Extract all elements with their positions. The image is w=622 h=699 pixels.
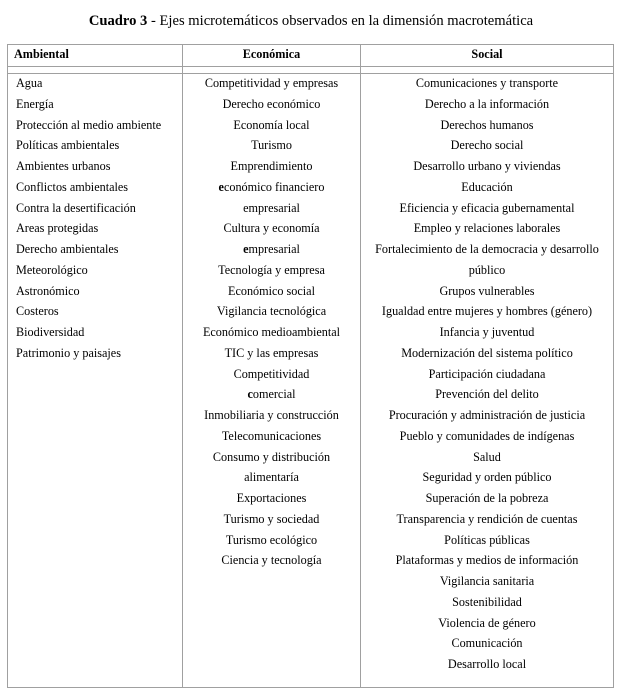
list-item: Meteorológico bbox=[16, 262, 88, 277]
list-item: Emprendimiento bbox=[230, 159, 313, 173]
list-item: Astronómico bbox=[16, 283, 80, 298]
list-item: Económico social bbox=[228, 283, 315, 298]
list-item bbox=[183, 177, 360, 198]
list-item: Inmobiliaria y construcción bbox=[204, 408, 339, 422]
caption-label: Cuadro 3 bbox=[88, 13, 148, 29]
list-item bbox=[183, 239, 360, 260]
list-item: Políticas públicas bbox=[444, 532, 530, 547]
list-item: Areas protegidas bbox=[16, 221, 99, 236]
list-item: Fortalecimiento de la democracia y desarrollo público bbox=[375, 242, 599, 277]
list-item: TIC y las empresas bbox=[224, 345, 319, 360]
header-ambiental: Ambiental bbox=[14, 47, 69, 61]
bold-initial: e bbox=[218, 179, 224, 194]
list-item: Derecho económico bbox=[222, 96, 321, 111]
list-item: empresarial bbox=[243, 200, 300, 215]
list-item: Comunicaciones y transporte bbox=[415, 76, 559, 90]
list-item: Telecomunicaciones bbox=[221, 428, 322, 443]
border-right bbox=[613, 44, 614, 688]
column-ambiental bbox=[16, 73, 180, 364]
list-item: Conflictos ambientales bbox=[16, 179, 129, 194]
list-item: Protección al medio ambiente bbox=[16, 117, 162, 132]
list-item: Económico medioambiental bbox=[202, 325, 341, 339]
border-left bbox=[7, 44, 8, 688]
list-item: Derecho a la información bbox=[424, 96, 550, 111]
header-economica: Económica bbox=[242, 47, 301, 61]
list-item: Violencia de género bbox=[438, 615, 536, 630]
list-item: Comunicación bbox=[451, 636, 523, 651]
column-social bbox=[361, 73, 613, 675]
list-item: Seguridad y orden público bbox=[422, 470, 552, 485]
list-item: Consumo y distribución bbox=[212, 449, 331, 464]
list-item: Patrimonio y paisajes bbox=[16, 345, 121, 360]
list-item: Procuración y administración de justicia bbox=[388, 408, 586, 422]
list-item: Energía bbox=[16, 96, 54, 111]
list-item: Empleo y relaciones laborales bbox=[413, 221, 561, 236]
caption-text: - Ejes microtemáticos observados en la dimensión macrotemática bbox=[147, 13, 534, 29]
list-item bbox=[183, 384, 360, 405]
list-item: Derecho social bbox=[450, 138, 524, 153]
list-item: Agua bbox=[16, 76, 43, 90]
list-item: Modernización del sistema político bbox=[401, 345, 573, 360]
list-item: Ciencia y tecnología bbox=[221, 553, 322, 568]
bold-initial: e bbox=[243, 242, 249, 256]
list-item: Exportaciones bbox=[236, 491, 307, 505]
list-item: Derecho ambientales bbox=[16, 242, 119, 256]
list-item: Pueblo y comunidades de indígenas bbox=[399, 428, 575, 443]
list-item: Desarrollo urbano y viviendas bbox=[413, 159, 561, 173]
list-item: Turismo ecológico bbox=[225, 532, 318, 547]
item-text: omercial bbox=[252, 387, 296, 402]
list-item: Infancia y juventud bbox=[439, 325, 535, 339]
list-item: alimentaría bbox=[244, 470, 299, 485]
list-item: Políticas ambientales bbox=[16, 138, 120, 153]
list-item: Economía local bbox=[233, 117, 310, 132]
list-item: Contra la desertificación bbox=[16, 200, 136, 215]
list-item: Superación de la pobreza bbox=[425, 491, 549, 505]
item-text: mpresarial bbox=[248, 242, 300, 256]
list-item: Salud bbox=[473, 449, 501, 464]
list-item: Eficiencia y eficacia gubernamental bbox=[399, 200, 575, 215]
header-divider bbox=[7, 66, 614, 67]
list-item: Vigilancia tecnológica bbox=[216, 304, 327, 319]
list-item: Turismo bbox=[251, 138, 292, 153]
list-item: Grupos vulnerables bbox=[439, 283, 535, 298]
list-item: Transparencia y rendición de cuentas bbox=[396, 511, 578, 526]
list-item: Plataformas y medios de información bbox=[395, 553, 579, 568]
list-item: Educación bbox=[461, 179, 513, 194]
list-item: Derechos humanos bbox=[440, 117, 534, 132]
list-item: Competitividad y empresas bbox=[204, 76, 339, 90]
border-bottom bbox=[7, 687, 614, 688]
list-item: Biodiversidad bbox=[16, 325, 85, 339]
list-item: Prevención del delito bbox=[435, 387, 539, 402]
list-item: Tecnología y empresa bbox=[218, 262, 325, 277]
column-economica bbox=[183, 73, 360, 571]
list-item: Igualdad entre mujeres y hombres (género) bbox=[381, 304, 593, 319]
item-text: conómico financiero bbox=[223, 179, 325, 194]
list-item: Desarrollo local bbox=[447, 657, 527, 671]
list-item: Costeros bbox=[16, 304, 59, 319]
list-item: Participación ciudadana bbox=[428, 366, 546, 381]
list-item: Sostenibilidad bbox=[452, 594, 522, 609]
list-item: Competitividad bbox=[233, 366, 310, 381]
list-item: Cultura y economía bbox=[223, 221, 320, 236]
list-item: Turismo y sociedad bbox=[223, 511, 320, 526]
list-item: Ambientes urbanos bbox=[16, 159, 111, 173]
header-social: Social bbox=[471, 47, 503, 61]
list-item: Vigilancia sanitaria bbox=[439, 574, 535, 588]
bold-initial: c bbox=[247, 387, 253, 402]
